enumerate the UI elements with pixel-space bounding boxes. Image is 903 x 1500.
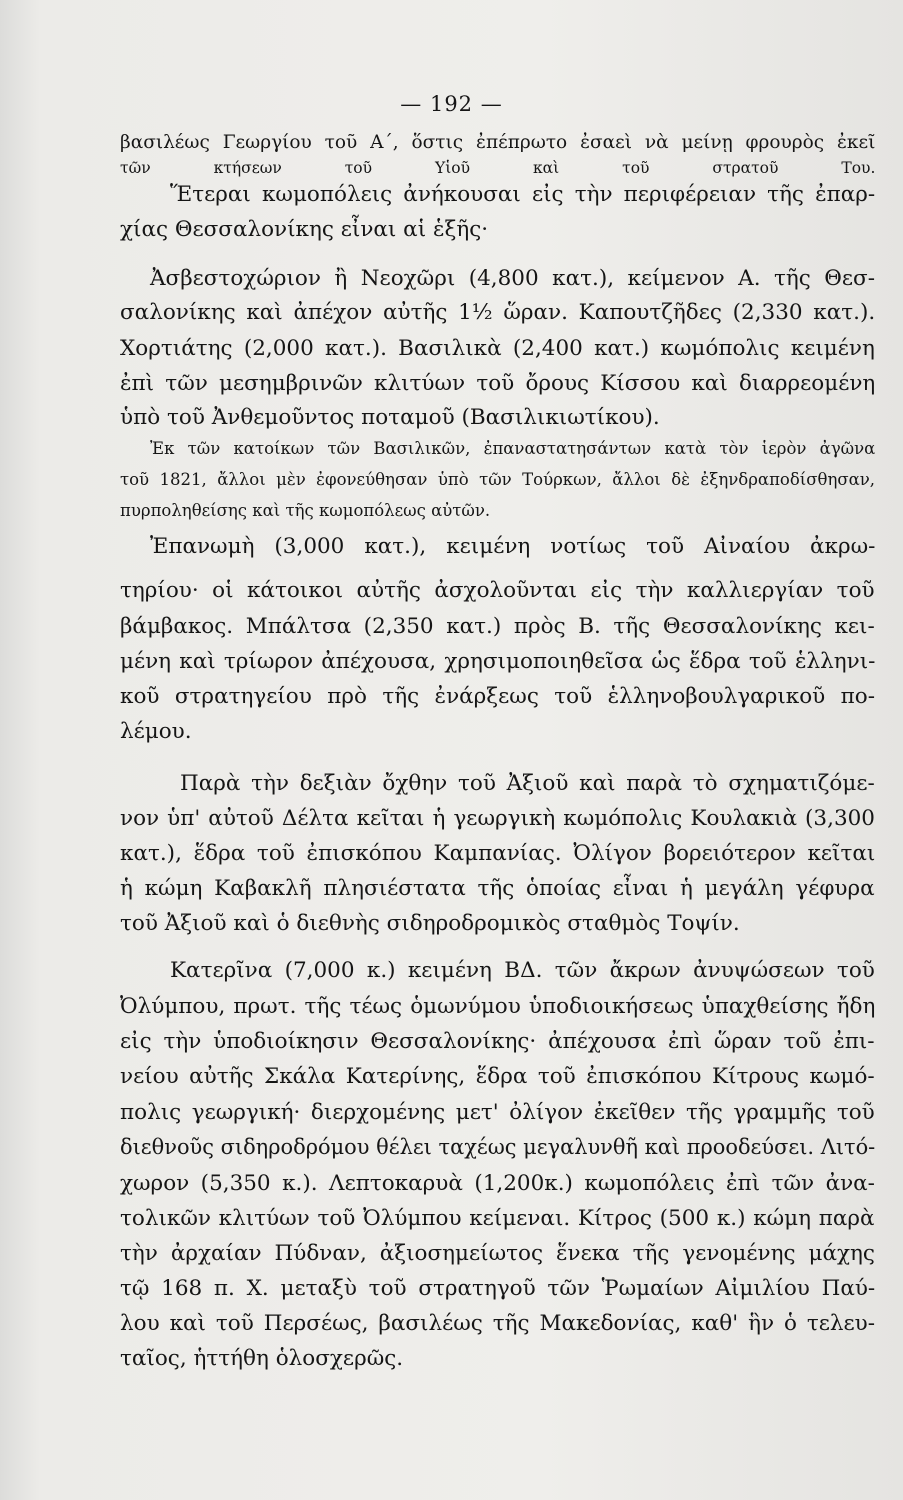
text-line: τὴν ἀρχαίαν Πύδναν, ἀξιοσημείωτος ἕνεκα τῆς γενομένης μάχης <box>120 1241 875 1266</box>
text-line: τοῦ 1821, ἄλλοι μὲν ἐφονεύθησαν ὑπὸ τῶν Τούρκων, ἄλλοι δὲ ἐξηνδραποδίσθησαν, <box>120 470 876 489</box>
text-line: Ἐπανωμὴ (3,000 κατ.), κειμένη νοτίως τοῦ Αἰναίου ἀκρω- <box>150 534 876 559</box>
text-line: τῶν κτήσεων τοῦ Υἱοῦ καὶ τοῦ στρατοῦ Του. <box>120 159 876 177</box>
text-line: νον ὑπ' αὐτοῦ Δέλτα κεῖται ἡ γεωργικὴ κωμόπολις Κουλακιὰ (3,300 <box>120 806 875 831</box>
text-line: Ἀσβεστοχώριον ἢ Νεοχῶρι (4,800 κατ.), κείμενον Α. τῆς Θεσ- <box>150 266 875 291</box>
text-line: τῷ 168 π. Χ. μεταξὺ τοῦ στρατηγοῦ τῶν Ῥωμαίων Αἰμιλίου Παύ- <box>120 1276 876 1301</box>
text-line: ἡ κώμη Καβακλῆ πλησιέστατα τῆς ὁποίας εἶναι ἡ μεγάλη γέφυρα <box>120 876 875 901</box>
text-line: κοῦ στρατηγείου πρὸ τῆς ἐνάρξεως τοῦ ἑλληνοβουλγαρικοῦ πο- <box>120 684 875 709</box>
text-line: ἐπὶ τῶν μεσημβρινῶν κλιτύων τοῦ ὄρους Κίσσου καὶ διαρρεομένη <box>120 371 876 396</box>
text-line: τοῦ Ἀξιοῦ καὶ ὁ διεθνὴς σιδηροδρομικὸς σταθμὸς Τοψίν. <box>120 911 740 936</box>
text-line: Κατερῖνα (7,000 κ.) κειμένη ΒΔ. τῶν ἄκρων ἀνυψώσεων τοῦ <box>170 958 875 983</box>
text-line: Ἕτεραι κωμοπόλεις ἀνήκουσαι εἰς τὴν περιφέρειαν τῆς ἐπαρ- <box>170 182 876 207</box>
text-line: Παρὰ τὴν δεξιὰν ὄχθην τοῦ Ἀξιοῦ καὶ παρὰ τὸ σχηματιζόμε- <box>180 771 875 796</box>
text-line: εἰς τὴν ὑποδιοίκησιν Θεσσαλονίκης· ἀπέχουσα ἐπὶ ὥραν τοῦ ἐπι- <box>120 1029 875 1054</box>
text-line: σαλονίκης καὶ ἀπέχον αὐτῆς 1½ ὥραν. Καπουτζῆδες (2,330 κατ.). <box>120 300 876 325</box>
text-line: χίας Θεσσαλονίκης εἶναι αἱ ἑξῆς· <box>120 217 489 242</box>
text-line: λέμου. <box>120 719 192 744</box>
text-line: πολις γεωργική· διερχομένης μετ' ὀλίγον ἐκεῖθεν τῆς γραμμῆς τοῦ <box>120 1100 875 1125</box>
text-line: ὑπὸ τοῦ Ἀνθεμοῦντος ποταμοῦ (Βασιλικιωτίκου). <box>120 405 660 430</box>
text-line: Ἐκ τῶν κατοίκων τῶν Βασιλικῶν, ἐπαναστατησάντων κατὰ τὸν ἱερὸν ἀγῶνα <box>150 439 876 458</box>
text-line: διεθνοῦς σιδηροδρόμου θέλει ταχέως μεγαλυνθῆ καὶ προοδεύσει. Λιτό- <box>120 1135 876 1160</box>
page-number: — 192 — <box>400 92 503 116</box>
text-line: μένη καὶ τρίωρον ἀπέχουσα, χρησιμοποιηθεῖσα ὡς ἕδρα τοῦ ἑλληνι- <box>120 649 876 674</box>
text-line: κατ.), ἕδρα τοῦ ἐπισκόπου Καμπανίας. Ὀλίγον βορειότερον κεῖται <box>120 841 876 866</box>
text-line: ταῖος, ἡττήθη ὁλοσχερῶς. <box>120 1346 404 1371</box>
text-line: Χορτιάτης (2,000 κατ.). Βασιλικὰ (2,400 κατ.) κωμόπολις κειμένη <box>120 336 875 361</box>
text-line: Ὀλύμπου, πρωτ. τῆς τέως ὁμωνύμου ὑποδιοικήσεως ὑπαχθείσης ἤδη <box>120 994 876 1019</box>
text-line: τολικῶν κλιτύων τοῦ Ὀλύμπου κείμεναι. Κίτρος (500 κ.) κώμη παρὰ <box>120 1206 875 1231</box>
text-line: χωρον (5,350 κ.). Λεπτοκαρυὰ (1,200κ.) κωμοπόλεις ἐπὶ τῶν ἀνα- <box>120 1171 875 1196</box>
text-line: βασιλέως Γεωργίου τοῦ Α΄, ὅστις ἐπέπρωτο ἐσαεὶ νὰ μείνῃ φρουρὸς ἐκεῖ <box>120 132 876 153</box>
text-line: νείου αὐτῆς Σκάλα Κατερίνης, ἕδρα τοῦ ἐπισκόπου Κίτρους κωμό- <box>120 1064 875 1089</box>
text-line: λου καὶ τοῦ Περσέως, βασιλέως τῆς Μακεδονίας, καθ' ἣν ὁ τελευ- <box>120 1311 875 1336</box>
text-line: τηρίου· οἱ κάτοικοι αὐτῆς ἀσχολοῦνται εἰς τὴν καλλιεργίαν τοῦ <box>120 578 875 603</box>
text-line: πυρποληθείσης καὶ τῆς κωμοπόλεως αὐτῶν. <box>120 501 491 520</box>
text-line: βάμβακος. Μπάλτσα (2,350 κατ.) πρὸς Β. τῆς Θεσσαλονίκης κει- <box>120 614 875 639</box>
